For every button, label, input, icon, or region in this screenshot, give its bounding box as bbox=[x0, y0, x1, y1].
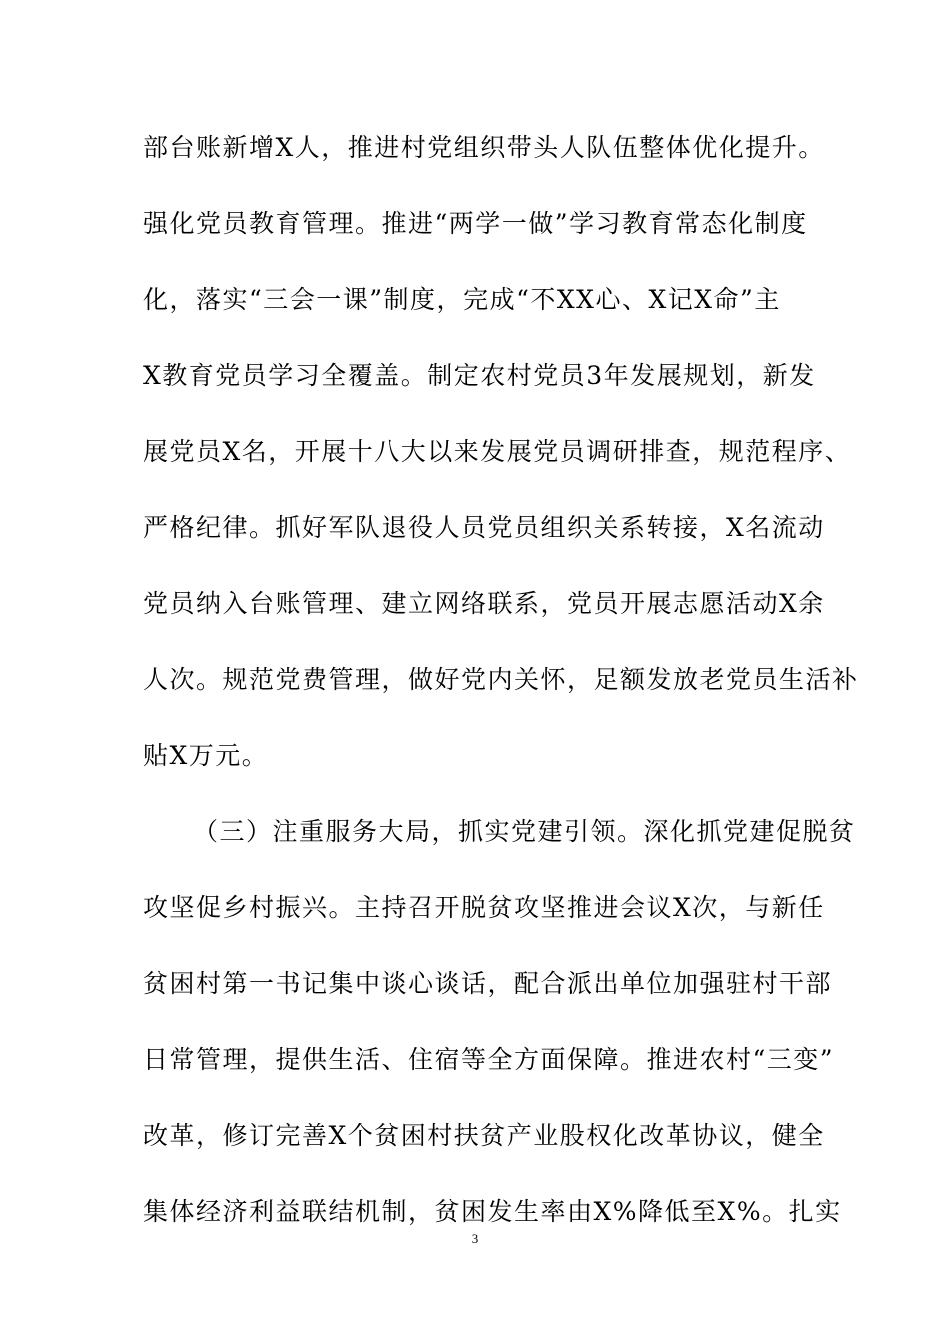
section-heading-line: （三）注重服务大局，抓实党建引领。深化抓党建促脱贫 bbox=[193, 817, 856, 846]
text-line: 改革，修订完善X个贫困村扶贫产业股权化改革协议，健全 bbox=[143, 1121, 825, 1150]
text-line: 贫困村第一书记集中谈心谈话，配合派出单位加强驻村干部 bbox=[143, 969, 833, 998]
text-line: 强化党员教育管理。推进“两学一做”学习教育常态化制度 bbox=[143, 209, 808, 238]
text-line: 化，落实“三会一课”制度，完成“不XX心、X记X命”主 bbox=[143, 285, 781, 314]
page-number: 3 bbox=[471, 1231, 479, 1246]
text-line: X教育党员学习全覆盖。制定农村党员3年发展规划，新发 bbox=[143, 361, 816, 390]
text-line: 党员纳入台账管理、建立网络联系，党员开展志愿活动X余 bbox=[143, 589, 825, 618]
text-line: 展党员X名，开展十八大以来发展党员调研排查，规范程序、 bbox=[143, 437, 852, 466]
text-line: 日常管理，提供生活、住宿等全方面保障。推进农村“三变” bbox=[143, 1045, 835, 1074]
text-line: 集体经济利益联结机制，贫困发生率由X%降低至X%。扎实 bbox=[143, 1197, 842, 1226]
text-line: 人次。规范党费管理，做好党内关怀，足额发放老党员生活补 bbox=[143, 665, 859, 694]
text-line: 贴X万元。 bbox=[143, 741, 269, 770]
text-line: 攻坚促乡村振兴。主持召开脱贫攻坚推进会议X次，与新任 bbox=[143, 893, 825, 922]
text-line: 部台账新增X人，推进村党组织带头人队伍整体优化提升。 bbox=[143, 133, 825, 162]
text-line: 严格纪律。抓好军队退役人员党员组织关系转接，X名流动 bbox=[143, 513, 825, 542]
